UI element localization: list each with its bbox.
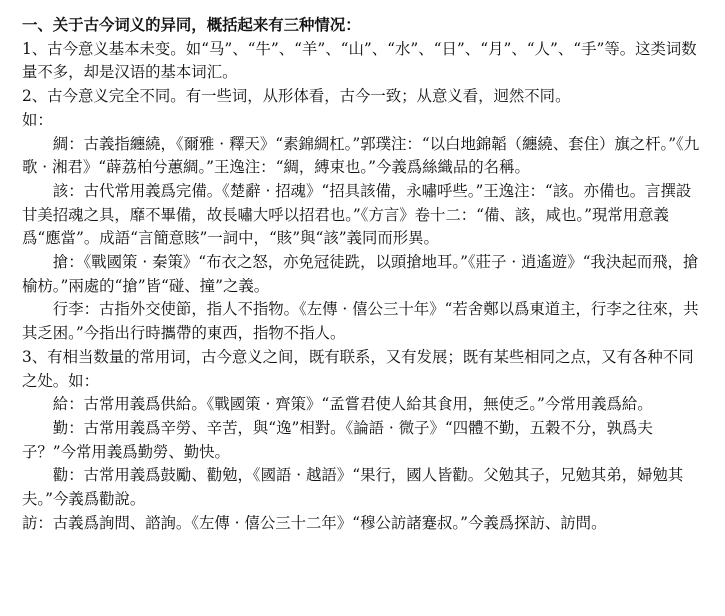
paragraph-point-2-intro: 如： (22, 110, 53, 129)
paragraph-example-gai: 該：古代常用義爲完備。《楚辭 · 招魂》“招具該備，永嘯呼些。”王逸注：“該。亦備也。言撰設甘美招魂之具，靡不畢備，故長嘯大呼以招君也。”《方言》卷十二：“備、該，咸也。”現常用意義爲“應當”。成語“言簡意賅”一詞中，“賅”與“該”義同而形異。 (22, 181, 692, 248)
paragraph-point-2: 2、古今意义完全不同。有一些词，从形体看，古今一致；从意义看，迥然不同。 (22, 87, 571, 106)
paragraph-point-1: 1、古今意义基本未变。如“马”、“牛”、“羊”、“山”、“水”、“日”、“月”、“人”、“手”等。这类词数量不多，却是汉语的基本词汇。 (22, 39, 697, 82)
paragraph-example-qiang: 搶：《戰國策 · 秦策》“布衣之怒，亦免冠徒跣，以頭搶地耳。”《莊子 · 逍遙遊》“我決起而飛，搶榆枋。”兩處的“搶”皆“碰、撞”之義。 (22, 253, 699, 295)
paragraph-example-qin: 勤：古常用義爲辛勞、辛苦，與“逸”相對。《論語 · 微子》“四體不勤，五穀不分，孰爲夫子？”今常用義爲勤勞、勤快。 (22, 418, 653, 461)
paragraph-example-ji: 給：古常用義爲供給。《戰國策 · 齊策》“孟嘗君使人給其食用，無使乏。”今常用義爲給。 (52, 395, 653, 414)
paragraph-example-quan: 勸：古常用義爲鼓勵、勸勉，《國語 · 越語》“果行，國人皆勸。父勉其子，兄勉其弟，婦勉其夫。”今義爲勸說。 (22, 466, 684, 509)
section-heading: 一、关于古今词义的异同，概括起来有三种情况： (22, 16, 361, 34)
paragraph-point-3: 3、有相当数量的常用词，古今意义之间，既有联系，又有发展；既有某些相同之点，又有各种不同之处。如： (22, 347, 694, 390)
paragraph-example-fang: 訪：古義爲詢問、諮詢。《左傳 · 僖公三十二年》“穆公訪諸蹇叔。”今義爲探訪、訪問。 (22, 513, 607, 532)
paragraph-example-xingli: 行李：古指外交使節，指人不指物。《左傳 · 僖公三十年》“若舍鄭以爲東道主，行李之往來，共其乏困。”今指出行時攜帶的東西，指物不指人。 (22, 300, 699, 343)
paragraph-example-chou: 綢：古義指纏繞，《爾雅 · 釋天》“素錦綢杠。”郭璞注：“以白地錦韜（纏繞、套住）旗之杆。”《九歌 · 湘君》“薜荔柏兮蕙綢。”王逸注：“綢，縛束也。”今義爲絲織品的名稱。 (22, 134, 700, 177)
body-text (22, 38, 705, 536)
